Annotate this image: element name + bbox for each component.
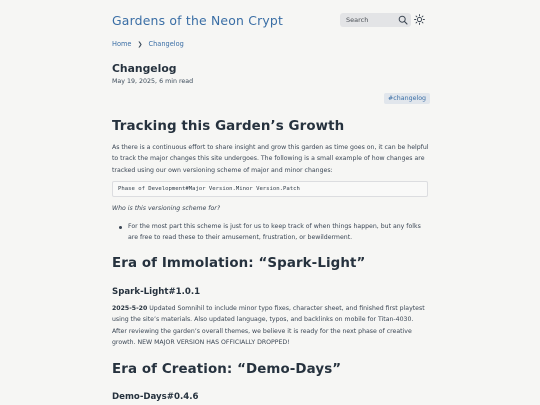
entry-text: Updated Somnihil to include minor typo fixes, character sheet, and finished first playtest using the site’s materials. Also updated language, typos, and backlinks on mobile for Titan-4030. After reviewing the garden’s overall themes, we believe it is ready for the next phase of creative growth. NEW MAJOR VERSION HAS OFFICIALLY DROPPED! [112,305,425,347]
intro-paragraph: As there is a continuous effort to share insight and grow this garden as time goes on, it can be helpful to track the major changes this site undergoes. The following is a small example of how changes are tracked using our own versioning scheme of major and minor changes: [112,144,429,174]
chevron-right-icon: ❯ [137,40,143,48]
changelog-entry [112,303,430,349]
code-block: Phase of Development#Major Version.Minor Version.Patch [112,181,428,197]
search-box[interactable] [340,13,411,27]
question-text: Who is this versioning scheme for? [112,205,221,212]
breadcrumb-current[interactable]: Changelog [148,40,184,48]
version-heading-spark-light: Spark-Light#1.0.1 [112,287,201,297]
search-icon[interactable] [398,15,408,25]
breadcrumb [112,40,184,48]
page-title: Changelog [112,62,177,75]
section-heading-immolation: Era of Immolation: “Spark-Light” [112,256,366,271]
tag-badge[interactable]: #changelog [384,93,430,104]
bullet-icon [119,226,122,229]
page-meta: May 19, 2025, 6 min read [112,78,194,85]
list-item: For the most part this scheme is just for us to keep track of when things happen, but any folks are free to read these to their amusement, frustration, or bewilderment. [128,223,421,242]
version-heading-demo-days: Demo-Days#0.4.6 [112,392,199,402]
section-heading-growth: Tracking this Garden’s Growth [112,119,345,134]
entry-date: 2025-5-20 [112,305,148,312]
search-input[interactable] [340,13,392,27]
site-title[interactable]: Gardens of the Neon Crypt [112,13,284,28]
sun-icon[interactable] [414,14,425,25]
section-heading-creation: Era of Creation: “Demo-Days” [112,362,342,377]
breadcrumb-home[interactable]: Home [112,40,132,48]
